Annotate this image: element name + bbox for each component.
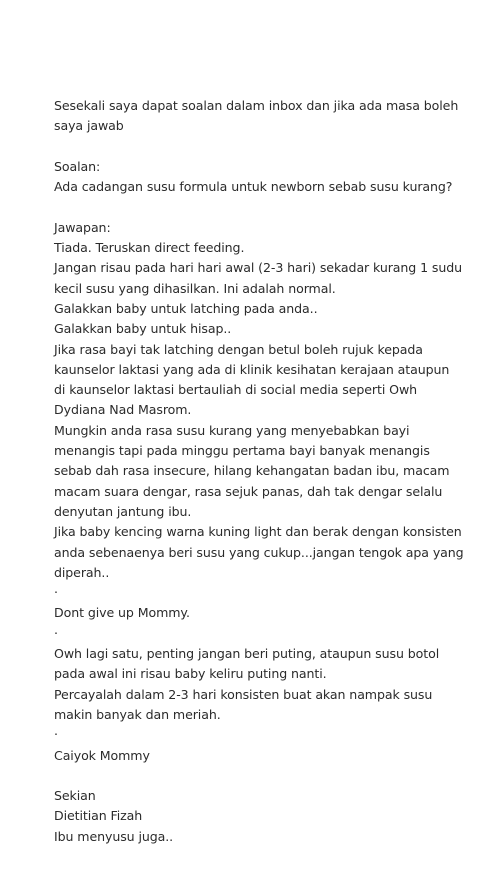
encouragement-text: Caiyok Mommy bbox=[54, 747, 150, 763]
signoff-text: Sekian bbox=[54, 788, 96, 804]
post-body bbox=[54, 96, 464, 847]
answer-line: Galakkan baby untuk hisap.. bbox=[54, 321, 232, 337]
author-note: Ibu menyusu juga.. bbox=[54, 828, 174, 844]
answer-line: Tiada. Teruskan direct feeding. bbox=[54, 240, 245, 256]
answer-line: Jika rasa bayi tak latching dengan betul boleh rujuk kepada kaunselor laktasi yang ada di klinik kesihatan kerajaan ataupun di kaunselor laktasi bertauliah di social media seperti Owh Dydiana Nad Masrom. bbox=[54, 341, 450, 418]
question-heading: Soalan: bbox=[54, 158, 101, 174]
answer-heading: Jawapan: bbox=[54, 219, 111, 235]
separator-dot: . bbox=[54, 581, 58, 597]
spacer bbox=[54, 137, 464, 157]
separator-dot: . bbox=[54, 621, 58, 637]
extra-line: Percayalah dalam 2-3 hari konsisten buat akan nampak susu makin banyak dan meriah. bbox=[54, 686, 433, 722]
answer-line: Jika baby kencing warna kuning light dan berak dengan konsisten anda sebenaenya beri susu yang cukup...jangan tengok apa yang diperah.. bbox=[54, 524, 464, 580]
answer-line: Galakkan baby untuk latching pada anda.. bbox=[54, 300, 318, 316]
extra-line: Owh lagi satu, penting jangan beri puting, ataupun susu botol pada awal ini risau baby keliru puting nanti. bbox=[54, 646, 440, 682]
answer-line: Mungkin anda rasa susu kurang yang menyebabkan bayi menangis tapi pada minggu pertama bayi banyak menangis sebab dah rasa insecure, hilang kehangatan badan ibu, macam macam suara dengar, rasa sejuk panas, dah tak dengar selalu denyutan jantung ibu. bbox=[54, 422, 450, 519]
spacer bbox=[54, 197, 464, 217]
intro-text: Sesekali saya dapat soalan dalam inbox dan jika ada masa boleh saya jawab bbox=[54, 98, 459, 134]
encouragement-text: Dont give up Mommy. bbox=[54, 605, 190, 621]
spacer bbox=[54, 766, 464, 786]
separator-dot: . bbox=[54, 723, 58, 739]
question-text: Ada cadangan susu formula untuk newborn sebab susu kurang? bbox=[54, 179, 453, 195]
answer-line: Jangan risau pada hari hari awal (2-3 hari) sekadar kurang 1 sudu kecil susu yang dihasilkan. Ini adalah normal. bbox=[54, 260, 463, 296]
author-name: Dietitian Fizah bbox=[54, 808, 143, 824]
